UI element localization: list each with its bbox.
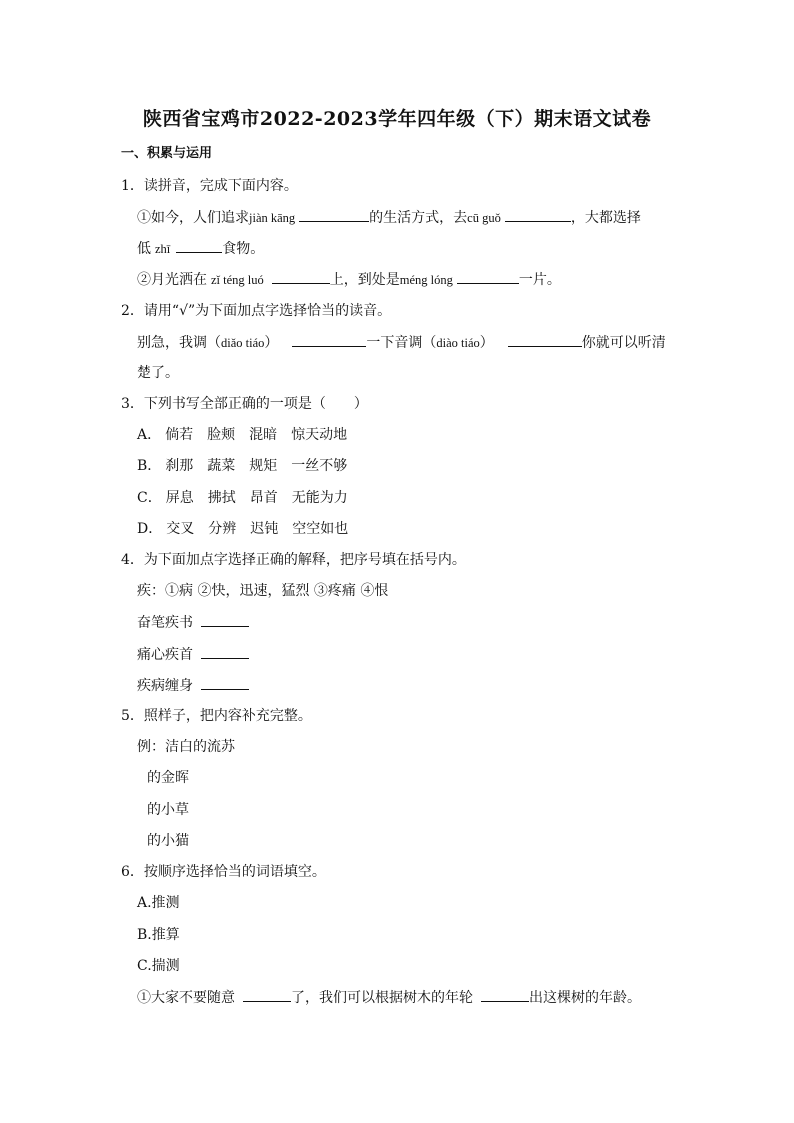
answer-blank[interactable] (292, 333, 366, 347)
q6-stem: 6．按顺序选择恰当的词语填空。 (121, 864, 326, 880)
section-heading: 一、积累与运用 (121, 146, 213, 161)
q2-stem: 2．请用“√”为下面加点字选择恰当的读音。 (121, 303, 392, 319)
answer-blank[interactable] (457, 270, 519, 284)
q1-text: ②月光洒在 (137, 272, 207, 288)
q6-option-c: C.揣测 (137, 958, 180, 974)
q2-text: 你就可以听清 (581, 335, 666, 351)
q3-option-a[interactable]: A． 倘若 脸颊 混暗 惊天动地 (137, 427, 348, 443)
q4-item: 疾病缠身 (137, 676, 249, 695)
q1-line3 (137, 270, 561, 289)
q2-text: 别急，我调（ (137, 335, 221, 351)
q1-text: 的生活方式，去 (369, 210, 468, 226)
q3-stem: 3．下列书写全部正确的一项是（ ） (121, 396, 368, 412)
q5-stem: 5．照样子，把内容补充完整。 (121, 708, 312, 724)
q5-item: 的小草 (147, 802, 189, 818)
q6-line1: ①大家不要随意 了，我们可以根据树木的年轮 出这棵树的年龄。 (137, 990, 641, 1006)
q2-text: ） (264, 335, 279, 351)
q1-line2 (137, 239, 264, 258)
q1-text: 上，到处是 (329, 272, 400, 288)
q5-item: 的金晖 (147, 770, 189, 786)
answer-blank[interactable] (243, 988, 291, 1002)
q3-option-d[interactable]: D． 交叉 分辨 迟钝 空空如也 (137, 521, 349, 537)
pinyin-text: cū guǒ (467, 211, 501, 225)
q2-line2: 楚了。 (137, 365, 179, 381)
q1-text: 低 (137, 241, 151, 257)
answer-blank[interactable] (481, 988, 529, 1002)
q1-text: 一片。 (518, 272, 561, 288)
q5-item: 的小猫 (147, 833, 189, 849)
q1-text: ①如今，人们追求 (137, 210, 249, 226)
answer-blank[interactable] (505, 208, 571, 222)
q1-stem: 1．读拼音，完成下面内容。 (121, 178, 298, 194)
q4-item: 奋笔疾书 (137, 613, 249, 632)
q5-example: 例：洁白的流苏 (137, 739, 235, 755)
q1-text: 食物。 (222, 241, 265, 257)
answer-blank[interactable] (201, 613, 249, 627)
answer-blank[interactable] (176, 239, 222, 253)
pinyin-text: jiàn kāng (249, 211, 296, 225)
pinyin-text: méng lóng (399, 273, 453, 287)
q4-meanings: 疾：①病 ②快，迅速，猛烈 ③疼痛 ④恨 (137, 583, 389, 599)
q3-option-b[interactable]: B． 刹那 蔬菜 规矩 一丝不够 (137, 458, 348, 474)
page-title: 陕西省宝鸡市2022-2023学年四年级（下）期末语文试卷 (142, 108, 652, 130)
pinyin-text: diào tiáo (436, 336, 480, 350)
q6-option-b: B.推算 (137, 927, 180, 943)
q3-option-c[interactable]: C． 屏息 拂拭 昂首 无能为力 (137, 490, 348, 506)
q4-stem: 4．为下面加点字选择正确的解释，把序号填在括号内。 (121, 552, 466, 568)
answer-blank[interactable] (299, 208, 369, 222)
q2-text: ） (479, 335, 494, 351)
answer-blank[interactable] (201, 676, 249, 690)
q6-option-a: A.推测 (137, 895, 180, 911)
answer-blank[interactable] (272, 270, 330, 284)
pinyin-text: zǐ téng luó (211, 273, 264, 287)
q2-text: 一下音调（ (366, 335, 437, 351)
pinyin-text: zhī (155, 242, 171, 256)
answer-blank[interactable] (508, 333, 582, 347)
answer-blank[interactable] (201, 645, 249, 659)
pinyin-text: diǎo tiáo (221, 336, 265, 350)
q1-line1 (137, 208, 641, 227)
q2-line1 (137, 333, 666, 352)
q4-item: 痛心疾首 (137, 645, 249, 664)
q1-text: ，大都选择 (570, 210, 641, 226)
